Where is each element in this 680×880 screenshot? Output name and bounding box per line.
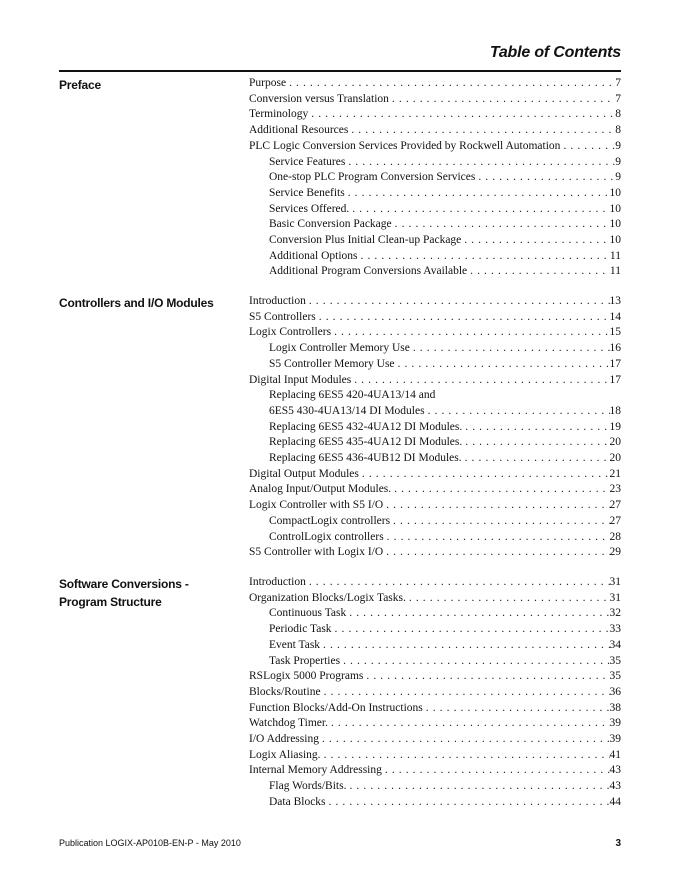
- toc-dot-leader: [425, 404, 610, 420]
- toc-entry-label: Task Properties: [269, 654, 341, 667]
- toc-entry-page: 35: [609, 654, 621, 667]
- toc-entry-label: I/O Addressing: [249, 733, 319, 746]
- toc-entry-page: 10: [609, 186, 621, 199]
- toc-entry-label: Services Offered.: [269, 202, 350, 215]
- toc-entry-page: 39: [609, 733, 621, 746]
- toc-entry[interactable]: [249, 420, 621, 436]
- toc-dot-leader: [384, 530, 610, 546]
- toc-dot-leader: [392, 217, 610, 233]
- toc-entry-label: Replacing 6ES5 436-4UB12 DI Modules.: [269, 452, 462, 465]
- toc-entry-label: Purpose: [249, 77, 287, 89]
- toc-entry-label: 6ES5 430-4UA13/14 DI Modules: [269, 404, 425, 417]
- toc-entry[interactable]: [249, 310, 621, 326]
- toc-entry-page: 13: [609, 295, 621, 307]
- toc-entry[interactable]: [249, 638, 621, 654]
- toc-entry[interactable]: [249, 155, 621, 171]
- toc-entry-label: Replacing 6ES5 420-4UA13/14 and: [269, 389, 436, 402]
- toc-entry[interactable]: [249, 467, 621, 483]
- toc-entry[interactable]: [249, 92, 621, 108]
- toc-entry[interactable]: [249, 654, 621, 670]
- toc-dot-leader: [319, 732, 610, 748]
- toc-entry-page: 28: [609, 530, 621, 543]
- publication-info: Publication LOGIX-AP010B-EN-P - May 2010: [59, 838, 241, 848]
- toc-entry-page: 17: [609, 373, 621, 386]
- toc-entry[interactable]: [249, 186, 621, 202]
- toc-entry[interactable]: [249, 373, 621, 389]
- toc-entry-label: RSLogix 5000 Programs: [249, 670, 364, 683]
- toc-entry-label: Logix Controller Memory Use: [269, 342, 410, 355]
- toc-dot-leader: [363, 669, 609, 685]
- page-title: Table of Contents: [489, 44, 621, 61]
- toc-entry-label: Digital Input Modules: [249, 373, 352, 386]
- toc-entry-page: 20: [609, 436, 621, 449]
- toc-entry-label: Digital Output Modules: [249, 467, 359, 480]
- toc-dot-leader: [346, 606, 609, 622]
- toc-dot-leader: [328, 716, 610, 732]
- toc-dot-leader: [475, 170, 615, 186]
- toc-entry[interactable]: [249, 685, 621, 701]
- toc-entry-label: Internal Memory Addressing: [249, 764, 382, 777]
- toc-entry[interactable]: [249, 294, 621, 310]
- toc-dot-leader: [321, 685, 610, 701]
- toc-entry[interactable]: [249, 123, 621, 139]
- toc-dot-leader: [382, 763, 610, 779]
- toc-entry-page: 39: [609, 717, 621, 730]
- toc-entry-page: 10: [609, 234, 621, 247]
- toc-dot-leader: [351, 373, 609, 389]
- toc-entry-page: 44: [609, 795, 621, 808]
- toc-entry[interactable]: [249, 107, 621, 123]
- toc-entry[interactable]: [249, 249, 621, 265]
- toc-dot-leader: [321, 748, 610, 764]
- toc-entry-label: Organization Blocks/Logix Tasks.: [249, 591, 406, 604]
- toc-entry-page: 19: [609, 420, 621, 433]
- toc-entry[interactable]: [249, 498, 621, 514]
- toc-entry[interactable]: [249, 748, 621, 764]
- toc-entry-label: Replacing 6ES5 432-4UA12 DI Modules.: [269, 420, 463, 433]
- toc-entry-page: 7: [615, 92, 621, 105]
- toc-entry-label: One-stop PLC Program Conversion Services: [269, 171, 476, 184]
- toc-dot-leader: [462, 435, 609, 451]
- toc-entry-page: 31: [609, 576, 621, 588]
- toc-dot-leader: [345, 186, 610, 202]
- toc-dot-leader: [389, 92, 615, 108]
- toc-entry[interactable]: [249, 76, 621, 92]
- toc-dot-leader: [391, 482, 609, 498]
- toc-entry[interactable]: [249, 435, 621, 451]
- toc-dot-leader: [320, 638, 609, 654]
- toc-dot-leader: [560, 139, 615, 155]
- toc-entry-page: 23: [609, 483, 621, 496]
- toc-entry-page: 33: [609, 623, 621, 636]
- toc-entry[interactable]: [249, 669, 621, 685]
- toc-dot-leader: [467, 264, 610, 280]
- toc-entry[interactable]: [249, 139, 621, 155]
- toc-entry-page: 35: [609, 670, 621, 683]
- toc-entry-page: 20: [609, 452, 621, 465]
- toc-entry-page: 18: [609, 404, 621, 417]
- toc-entry-label: PLC Logic Conversion Services Provided by Rockwell Automation: [249, 139, 561, 152]
- toc-dot-leader: [406, 591, 610, 607]
- toc-dot-leader: [383, 498, 609, 514]
- toc-entry-label: Continuous Task: [269, 607, 347, 620]
- toc-dot-leader: [383, 545, 609, 561]
- toc-entry-label: Additional Options: [269, 249, 358, 262]
- toc-entry-page: 27: [609, 514, 621, 527]
- toc-dot-leader: [462, 420, 609, 436]
- toc-entry[interactable]: [249, 716, 621, 732]
- toc-entry-page: 8: [615, 124, 621, 137]
- title-divider: [59, 70, 621, 72]
- section-title: Preface: [59, 78, 101, 92]
- toc-entry[interactable]: [249, 217, 621, 233]
- toc-entry-page: 11: [609, 249, 621, 262]
- section-title: Controllers and I/O Modules: [59, 296, 214, 310]
- toc-entry-label: Conversion Plus Initial Clean-up Package: [269, 234, 462, 247]
- page-footer: [59, 838, 621, 849]
- toc-entry[interactable]: [249, 622, 621, 638]
- toc-entry-label: Periodic Task: [269, 623, 332, 636]
- toc-dot-leader: [340, 654, 609, 670]
- toc-entry-label: S5 Controllers: [249, 310, 316, 323]
- toc-entry-label: Logix Controllers: [249, 326, 332, 339]
- toc-entry[interactable]: [249, 514, 621, 530]
- toc-dot-leader: [395, 357, 610, 373]
- toc-entry-page: 7: [615, 77, 621, 89]
- toc-entry-page: 9: [615, 171, 621, 184]
- toc-entry-label: Event Task: [269, 638, 321, 651]
- toc-entry-page: 29: [609, 546, 621, 559]
- toc-entry[interactable]: [249, 606, 621, 622]
- toc-entry-page: 17: [609, 357, 621, 370]
- toc-entry-page: 14: [609, 310, 621, 323]
- toc-entry-label: Additional Resources: [249, 124, 349, 137]
- toc-dot-leader: [410, 341, 610, 357]
- toc-entry-page: 38: [609, 701, 621, 714]
- toc-entry-label: CompactLogix controllers: [269, 514, 391, 527]
- toc-entry[interactable]: [249, 545, 621, 561]
- toc-dot-leader: [332, 622, 610, 638]
- toc-entry[interactable]: [249, 325, 621, 341]
- toc-entries: [249, 575, 621, 811]
- toc-entry-label: Logix Aliasing.: [249, 748, 321, 761]
- toc-entry-label: Service Benefits: [269, 186, 345, 199]
- toc-entry[interactable]: [249, 591, 621, 607]
- toc-dot-leader: [348, 123, 615, 139]
- toc-entry-label: Additional Program Conversions Available: [269, 265, 468, 278]
- toc-entry-page: 21: [609, 467, 621, 480]
- toc-entry[interactable]: [249, 357, 621, 373]
- toc-entry-label: Replacing 6ES5 435-4UA12 DI Modules.: [269, 436, 463, 449]
- toc-entry-page: 8: [615, 108, 621, 121]
- toc-entry[interactable]: [249, 732, 621, 748]
- section-title: Software Conversions - Program Structure: [59, 577, 189, 609]
- toc-entry-label: Watchdog Timer.: [249, 717, 328, 730]
- toc-entry[interactable]: [249, 779, 621, 795]
- toc-dot-leader: [331, 325, 609, 341]
- toc-dot-leader: [308, 107, 615, 123]
- toc-entry[interactable]: [249, 388, 621, 404]
- toc-dot-leader: [286, 76, 615, 92]
- toc-entry-page: 31: [609, 591, 621, 604]
- toc-entry-page: 27: [609, 499, 621, 512]
- toc-dot-leader: [326, 795, 610, 811]
- toc-entry-label: ControlLogix controllers: [269, 530, 384, 543]
- toc-dot-leader: [461, 233, 609, 249]
- toc-entry-page: 36: [609, 685, 621, 698]
- toc-entry[interactable]: [249, 795, 621, 811]
- toc-dot-leader: [316, 310, 610, 326]
- toc-entry-label: Analog Input/Output Modules.: [249, 483, 392, 496]
- toc-entry-page: 10: [609, 218, 621, 231]
- toc-entry[interactable]: [249, 233, 621, 249]
- toc-dot-leader: [390, 514, 609, 530]
- toc-entry-label: S5 Controller Memory Use: [269, 357, 395, 370]
- toc-entry-label: Function Blocks/Add-On Instructions: [249, 701, 423, 714]
- toc-entries: [249, 294, 621, 561]
- toc-entry[interactable]: [249, 763, 621, 779]
- toc-entry[interactable]: [249, 530, 621, 546]
- toc-entry-label: Introduction: [249, 576, 306, 588]
- toc-dot-leader: [462, 451, 610, 467]
- toc-entry-label: Data Blocks: [269, 795, 326, 808]
- toc-entry-label: Blocks/Routine: [249, 685, 321, 698]
- toc-dot-leader: [306, 294, 610, 310]
- toc-entry-label: Flag Words/Bits.: [269, 780, 347, 793]
- toc-entry[interactable]: [249, 451, 621, 467]
- toc-entry-label: Introduction: [249, 295, 306, 307]
- toc-entry-label: Service Features: [269, 155, 346, 168]
- toc-dot-leader: [359, 467, 610, 483]
- toc-entry-label: Conversion versus Translation: [249, 92, 389, 105]
- toc-entry-page: 32: [609, 607, 621, 620]
- toc-dot-leader: [346, 779, 609, 795]
- toc-entry[interactable]: [249, 701, 621, 717]
- toc-entry[interactable]: [249, 264, 621, 280]
- toc-entry-page: 10: [609, 202, 621, 215]
- toc-entry[interactable]: [249, 202, 621, 218]
- toc-entry-page: 41: [609, 748, 621, 761]
- toc-entry-page: 43: [609, 764, 621, 777]
- toc-entry[interactable]: [249, 575, 621, 591]
- toc-entries: [249, 76, 621, 280]
- toc-entry-page: 9: [615, 139, 621, 152]
- toc-entry-label: Terminology: [249, 108, 309, 121]
- toc-entry-page: 16: [609, 342, 621, 355]
- toc-entry-page: 15: [609, 326, 621, 339]
- toc-entry-page: 9: [615, 155, 621, 168]
- toc-entry-page: 34: [609, 638, 621, 651]
- toc-entry-label: Logix Controller with S5 I/O: [249, 499, 384, 512]
- toc-entry[interactable]: [249, 341, 621, 357]
- toc-entry[interactable]: [249, 404, 621, 420]
- toc-entry-label: S5 Controller with Logix I/O: [249, 546, 384, 559]
- toc-entry-page: 43: [609, 780, 621, 793]
- toc-dot-leader: [345, 155, 615, 171]
- toc-dot-leader: [358, 249, 610, 265]
- toc-entry-label: Basic Conversion Package: [269, 218, 392, 231]
- toc-entry[interactable]: [249, 482, 621, 498]
- toc-dot-leader: [423, 701, 610, 717]
- toc-dot-leader: [349, 202, 609, 218]
- toc-entry-page: 11: [609, 265, 621, 278]
- page-number: 3: [615, 838, 621, 849]
- toc-dot-leader: [306, 575, 610, 591]
- toc-entry[interactable]: [249, 170, 621, 186]
